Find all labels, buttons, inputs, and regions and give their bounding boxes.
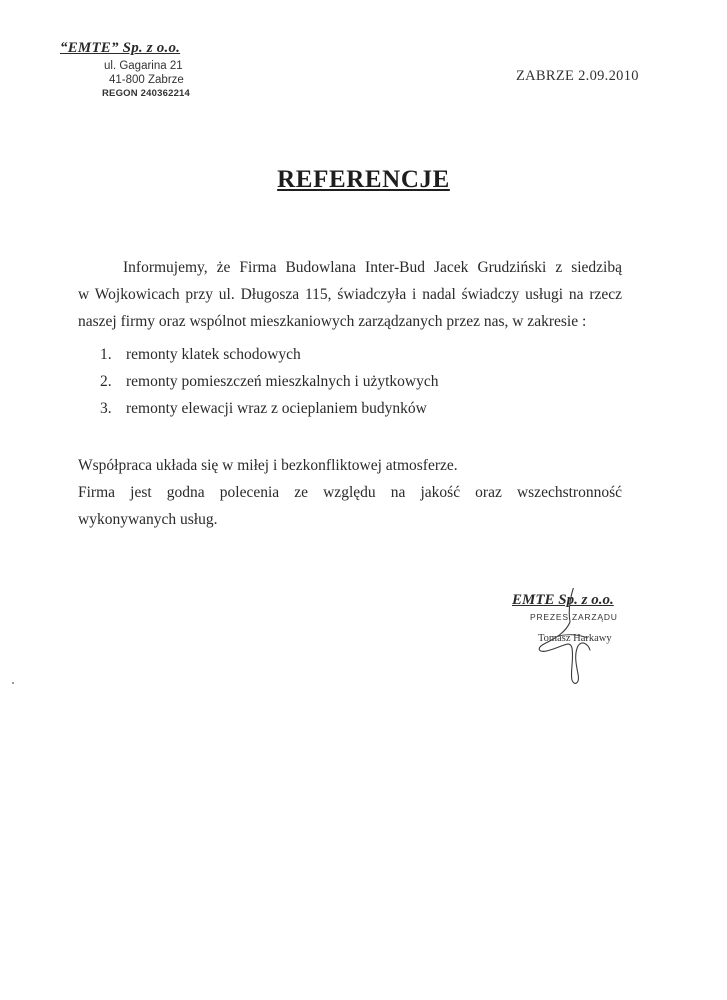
signature-person: Tomasz Harkawy xyxy=(538,633,612,644)
intro-line-3: naszej firmy oraz wspólnot mieszkaniowych zarządzanych przez nas, w zakresie : xyxy=(78,313,587,330)
list-item xyxy=(78,341,622,368)
list-item-number: 3. xyxy=(100,400,112,417)
letterhead-company-name: “EMTE” Sp. z o.o. xyxy=(60,40,181,56)
cooperation-sentence: Współpraca układa się w miłej i bezkonfliktowej atmosferze. xyxy=(78,457,458,474)
recommendation-line-1: Firma jest godna polecenia ze względu na jakość oraz wszechstronność xyxy=(78,484,622,501)
letterhead-postal-city: 41-800 Zabrze xyxy=(109,74,184,86)
list-item-text: remonty pomieszczeń mieszkalnych i użytkowych xyxy=(126,373,439,390)
intro-line-2: w Wojkowicach przy ul. Długosza 115, świadczyła i nadal świadczy usługi na rzecz xyxy=(78,286,622,303)
scope-list xyxy=(78,341,622,422)
company-letterhead-stamp xyxy=(60,40,230,101)
signature-company: EMTE Sp. z o.o. xyxy=(512,592,614,608)
handwritten-signature-icon xyxy=(508,588,658,688)
letter-title: REFERENCJE xyxy=(277,166,450,193)
list-item-text: remonty klatek schodowych xyxy=(126,346,301,363)
signature-stamp xyxy=(508,588,658,688)
list-item-number: 2. xyxy=(100,373,112,390)
letterhead-street: ul. Gagarina 21 xyxy=(104,60,183,72)
letter-body xyxy=(78,254,622,533)
signature-role: PREZES ZARZĄDU xyxy=(530,612,618,622)
scan-mark xyxy=(12,682,14,684)
recommendation-line-2: wykonywanych usług. xyxy=(78,511,218,528)
list-item xyxy=(78,395,622,422)
intro-line-1: Informujemy, że Firma Budowlana Inter-Bud Jacek Grudziński z siedzibą xyxy=(123,259,622,276)
list-item-text: remonty elewacji wraz z ocieplaniem budynków xyxy=(126,400,427,417)
letterhead-regon: REGON 240362214 xyxy=(102,88,191,99)
letter-date: ZABRZE 2.09.2010 xyxy=(516,68,639,84)
list-item xyxy=(78,368,622,395)
list-item-number: 1. xyxy=(100,346,112,363)
